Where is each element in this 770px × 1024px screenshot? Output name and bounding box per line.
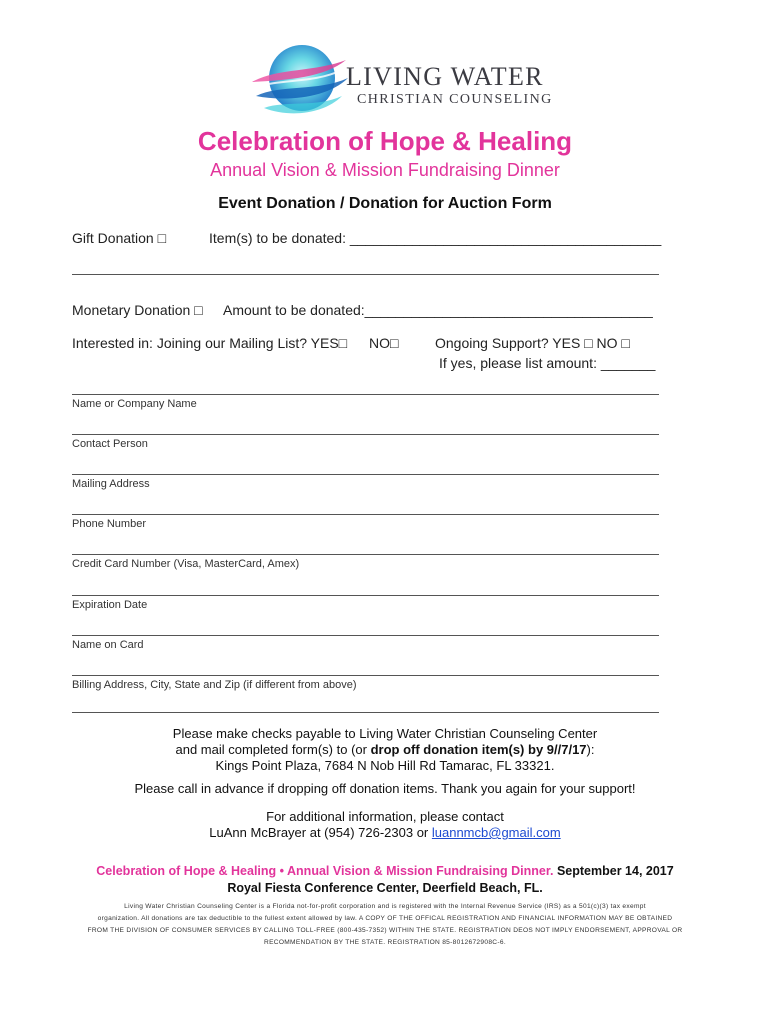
field-label: Name on Card xyxy=(72,639,144,651)
name-company-line[interactable] xyxy=(72,394,659,395)
mailing-list-no-checkbox[interactable]: NO□ xyxy=(369,335,399,351)
field-label: Credit Card Number (Visa, MasterCard, Amex) xyxy=(72,558,300,570)
mail-prefix: and mail completed form(s) to (or xyxy=(175,742,371,757)
name-on-card-line[interactable] xyxy=(72,635,659,636)
mailing-address-line[interactable] xyxy=(72,474,659,475)
contact-line xyxy=(0,825,770,840)
mail-instructions xyxy=(0,742,770,757)
email-link[interactable]: luannmcb@gmail.com xyxy=(431,825,561,840)
expiration-date-line[interactable] xyxy=(72,595,659,596)
field-label: Name or Company Name xyxy=(72,398,197,410)
mailing-address-text: Kings Point Plaza, 7684 N Nob Hill Rd Tamarac, FL 33321. xyxy=(215,758,555,773)
fine-print: FROM THE DIVISION OF CONSUMER SERVICES BY CALLING TOLL-FREE (800-435-7352) WITHIN THE STATE. REGISTRATION DEOS NOT IMPLY ENDORSEMENT, APPROVAL OR xyxy=(87,927,683,934)
contact-name-phone: LuAnn McBrayer at (954) 726-2303 or xyxy=(209,825,432,840)
checks-payable-text: Please make checks payable to Living Water Christian Counseling Center xyxy=(172,726,598,741)
amount-donated-field[interactable]: Amount to be donated:_____________________________________ xyxy=(223,302,653,318)
event-date: September 14, 2017 xyxy=(553,864,674,878)
drop-off-deadline: drop off donation item(s) by 9//7/17 xyxy=(370,742,587,757)
mailing-list-yes-checkbox[interactable]: Interested in: Joining our Mailing List? YES□ xyxy=(72,335,348,351)
credit-card-line[interactable] xyxy=(72,554,659,555)
items-donated-field[interactable]: Item(s) to be donated: ________________________________________ xyxy=(209,230,662,246)
field-label: Mailing Address xyxy=(72,478,150,490)
logo-name: LIVING WATER xyxy=(346,62,544,91)
logo-icon xyxy=(246,38,350,126)
phone-number-line[interactable] xyxy=(72,514,659,515)
form-title: Event Donation / Donation for Auction Form xyxy=(218,195,552,212)
mail-suffix: ): xyxy=(586,742,595,757)
logo-tagline: CHRISTIAN COUNSELING xyxy=(357,92,553,107)
monetary-donation-checkbox[interactable]: Monetary Donation □ xyxy=(72,302,203,318)
items-continued-line[interactable] xyxy=(72,274,659,275)
support-amount-field[interactable]: If yes, please list amount: _______ xyxy=(439,355,656,371)
info-text: For additional information, please contact xyxy=(266,809,504,824)
ongoing-support-checkboxes[interactable]: Ongoing Support? YES □ NO □ xyxy=(435,335,630,351)
gift-donation-checkbox[interactable]: Gift Donation □ xyxy=(72,230,167,246)
fine-print: Living Water Christian Counseling Center is a Florida not-for-profit corporation and is registered with the Internal Revenue Service (IRS) as a 501(c)(3) tax exempt xyxy=(124,903,646,910)
fine-print: RECOMMENDATION BY THE STATE. REGISTRATION 85-8012672908C-6. xyxy=(264,939,506,946)
field-label: Expiration Date xyxy=(72,599,148,611)
venue-text: Royal Fiesta Conference Center, Deerfield Beach, FL. xyxy=(227,881,543,895)
event-name: Celebration of Hope & Healing • Annual Vision & Mission Fundraising Dinner. xyxy=(96,864,554,878)
billing-address-line-2[interactable] xyxy=(72,712,659,713)
contact-person-line[interactable] xyxy=(72,434,659,435)
call-ahead-text: Please call in advance if dropping off donation items. Thank you again for your support! xyxy=(134,781,636,796)
page-title: Celebration of Hope & Healing xyxy=(197,126,573,156)
billing-address-line[interactable] xyxy=(72,675,659,676)
fine-print: organization. All donations are tax deductible to the fullest extent allowed by law. A COPY OF THE OFFICAL REGISTRATION AND FINANCIAL INFORMATION MAY BE OBTAINED xyxy=(97,915,673,922)
event-line xyxy=(0,864,770,878)
field-label: Phone Number xyxy=(72,518,146,530)
page-subtitle: Annual Vision & Mission Fundraising Dinner xyxy=(210,160,560,180)
field-label: Billing Address, City, State and Zip (if different from above) xyxy=(72,679,357,691)
field-label: Contact Person xyxy=(72,438,148,450)
